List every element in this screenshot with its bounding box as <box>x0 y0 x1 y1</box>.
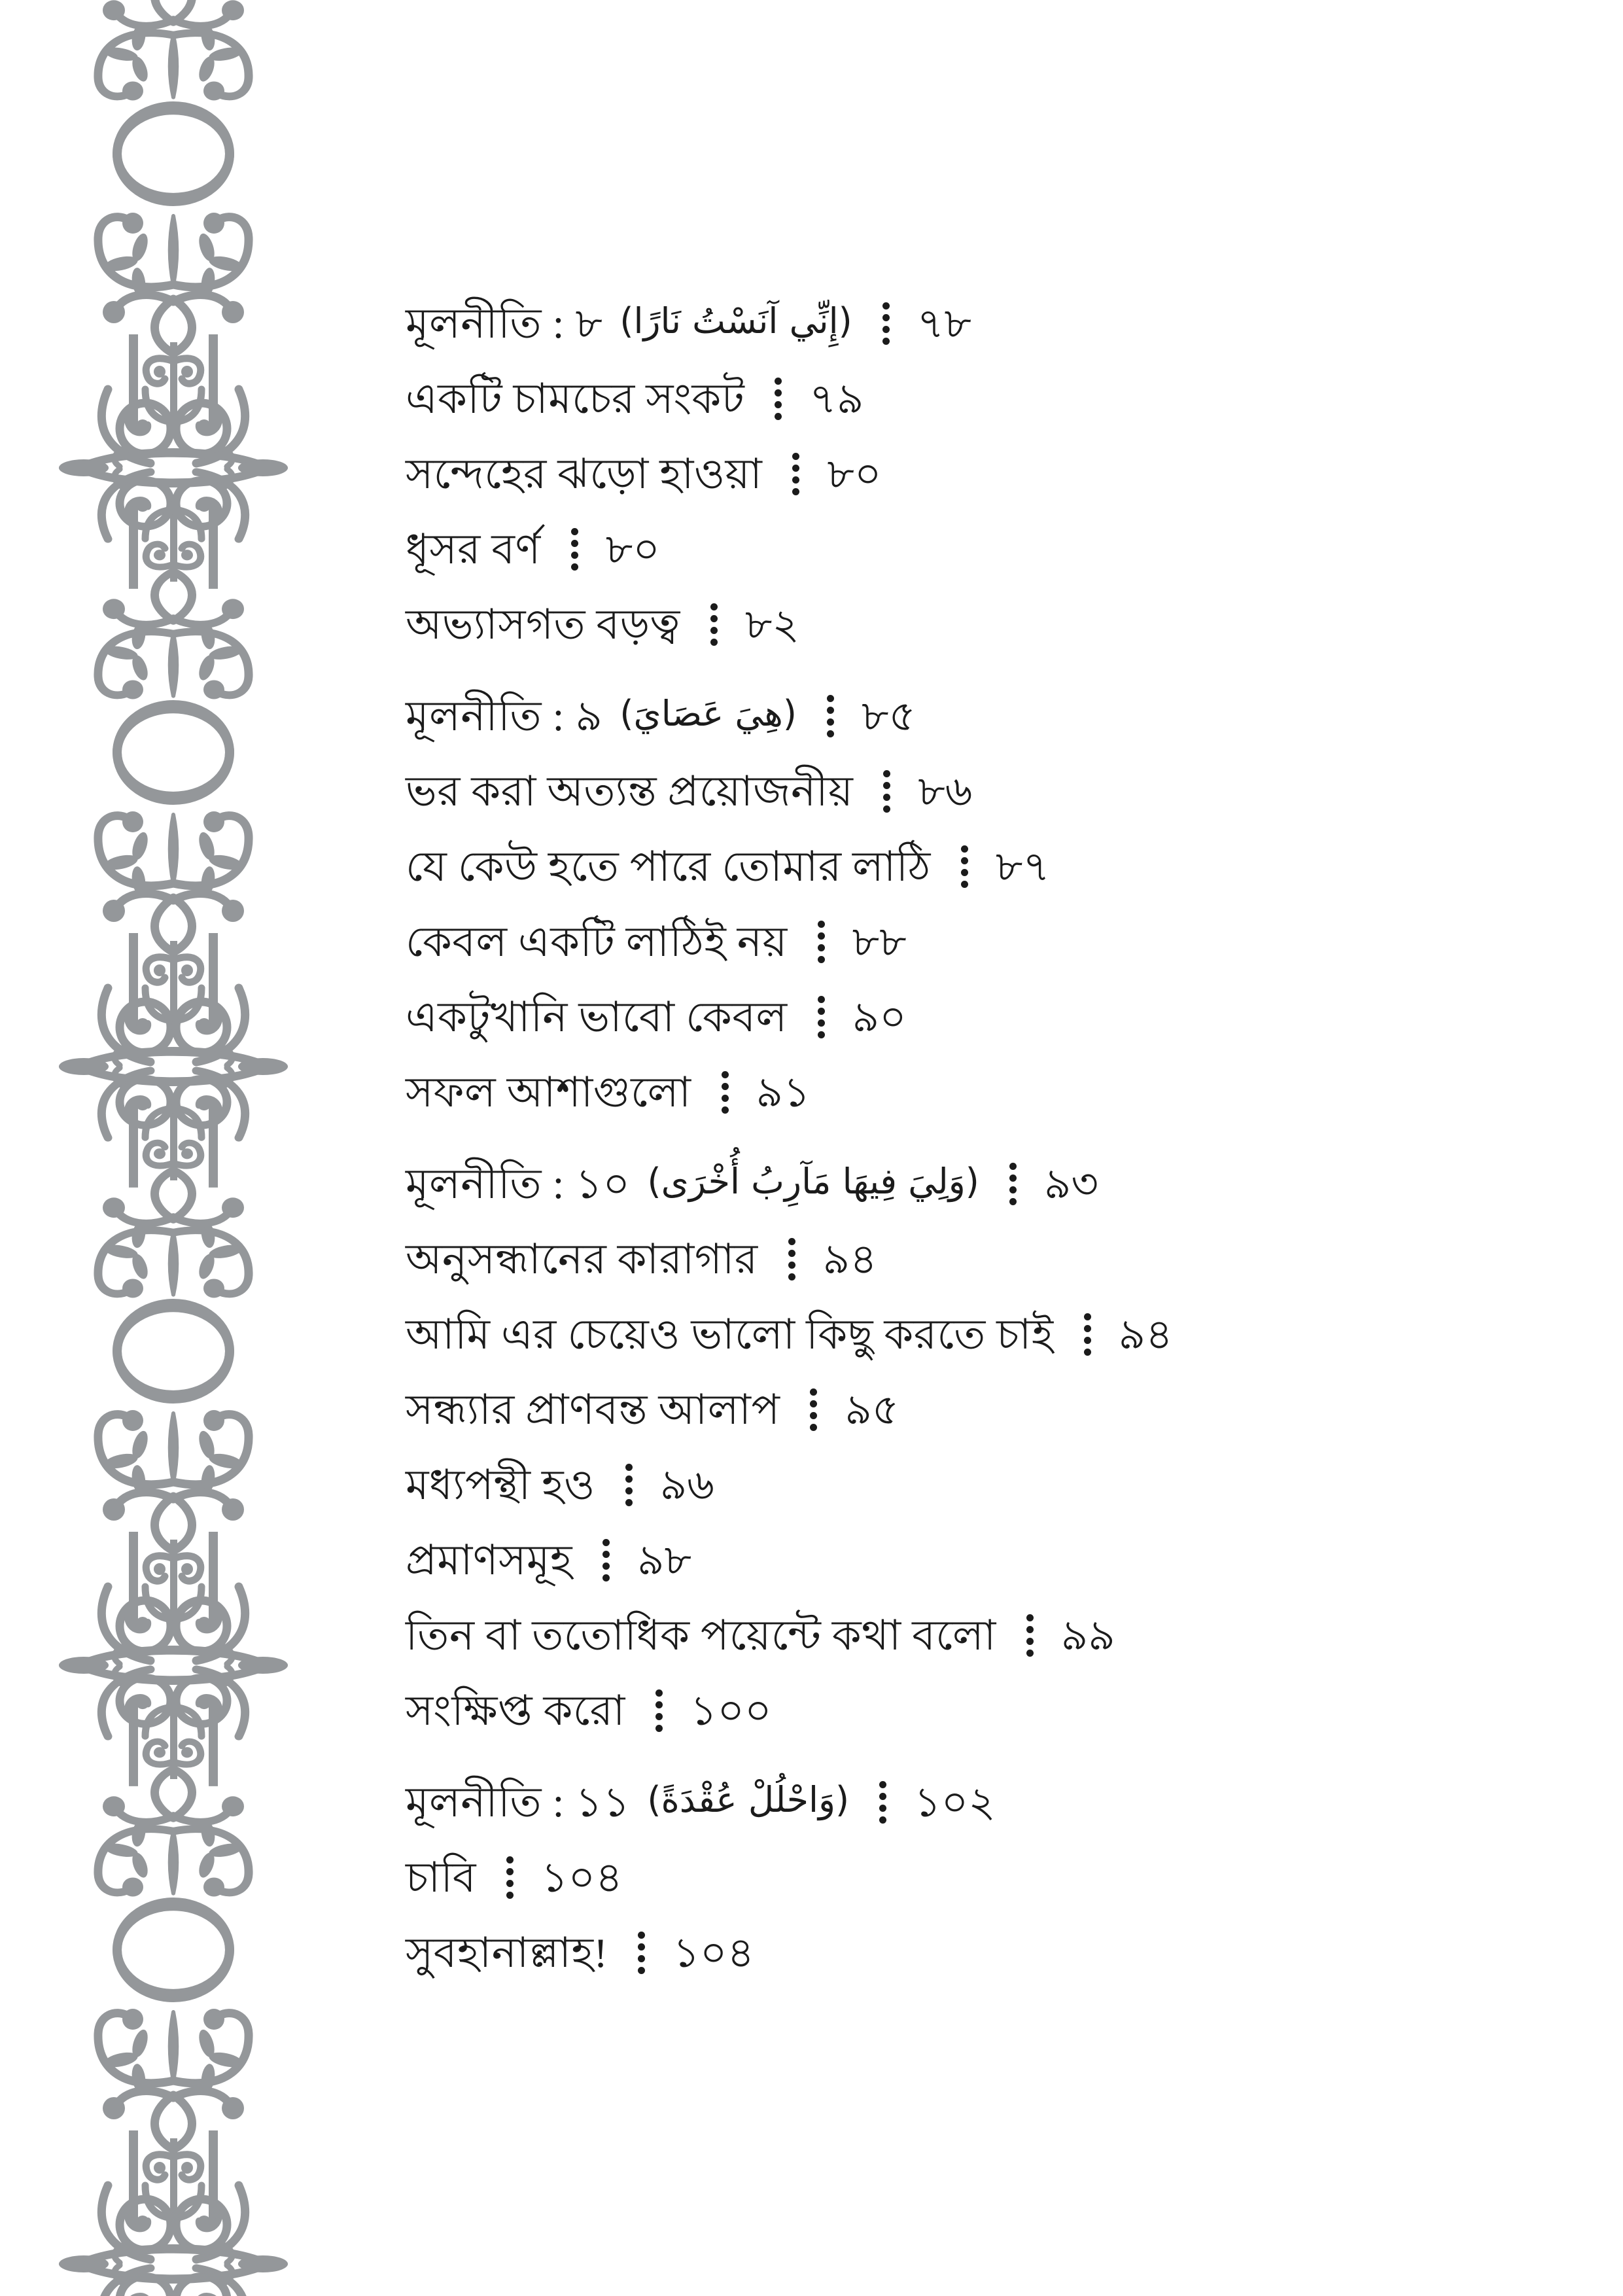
item-page-number: ৭৮ <box>916 300 971 347</box>
dotted-separator-icon <box>961 845 968 888</box>
item-title: ভর করা অত্যন্ত প্রয়োজনীয় <box>406 768 854 815</box>
dotted-separator-icon <box>638 1932 645 1974</box>
dotted-separator-icon <box>506 1856 514 1899</box>
toc-row <box>406 587 1584 662</box>
dotted-separator-icon <box>827 695 834 737</box>
item-title: অনুসন্ধানের কারাগার <box>406 1235 758 1282</box>
item-title: মূলনীতি : ১১ <box>406 1778 631 1826</box>
dotted-separator-icon <box>1009 1163 1017 1205</box>
toc-row <box>406 1598 1584 1673</box>
dotted-separator-icon <box>882 302 890 345</box>
item-page-number: ৮০ <box>605 525 660 573</box>
item-page-number: ৯৮ <box>637 1536 692 1583</box>
toc-row <box>406 980 1584 1055</box>
item-title: প্রমাণসমূহ <box>406 1536 573 1583</box>
item-title: সন্দেহের ঝড়ো হাওয়া <box>406 450 763 497</box>
item-arabic-quote: (وَاحْلُلْ عُقْدَةً) <box>647 1778 850 1820</box>
toc-row <box>406 286 1584 361</box>
dotted-separator-icon <box>602 1539 610 1581</box>
item-page-number: ৮২ <box>744 601 799 648</box>
item-page-number: ৯৯ <box>1060 1612 1115 1659</box>
item-page-number: ৮৬ <box>918 768 973 815</box>
toc-row <box>406 1146 1584 1222</box>
toc-row <box>406 1673 1584 1748</box>
item-title: একটি চামচের সংকট <box>406 375 745 422</box>
item-page-number: ১০০ <box>689 1687 772 1734</box>
dotted-separator-icon <box>818 921 825 963</box>
toc-row <box>406 361 1584 436</box>
dotted-separator-icon <box>722 1071 729 1114</box>
item-page-number: ৯৫ <box>845 1386 899 1433</box>
item-title: চাবি <box>406 1854 477 1901</box>
toc-row <box>406 436 1584 512</box>
item-title: মূলনীতি : ৯ <box>406 692 603 739</box>
item-title: অভ্যাসগত বড়ত্ব <box>406 601 680 648</box>
item-page-number: ৯৪ <box>1118 1311 1173 1358</box>
toc-row <box>406 1297 1584 1372</box>
item-page-number: ৯৪ <box>822 1235 877 1282</box>
dotted-separator-icon <box>810 1388 817 1431</box>
toc-row <box>406 1372 1584 1447</box>
item-title: তিন বা ততোধিক পয়েন্টে কথা বলো <box>406 1612 996 1659</box>
dotted-separator-icon <box>710 603 718 646</box>
item-page-number: ৮৫ <box>861 692 916 739</box>
dotted-separator-icon <box>788 1238 795 1280</box>
item-title: সফল আশাগুলো <box>406 1069 691 1116</box>
item-page-number: ১০৪ <box>672 1929 755 1976</box>
dotted-separator-icon <box>571 528 578 571</box>
toc-row <box>406 1840 1584 1915</box>
item-page-number: ৯৬ <box>659 1461 714 1508</box>
toc-row <box>406 1055 1584 1130</box>
item-page-number: ৭৯ <box>809 375 864 422</box>
item-title: মূলনীতি : ১০ <box>406 1160 631 1207</box>
item-page-number: ৯০ <box>852 993 907 1040</box>
item-title: ধূসর বর্ণ <box>406 525 541 573</box>
item-title: সন্ধ্যার প্রাণবন্ত আলাপ <box>406 1386 780 1433</box>
dotted-separator-icon <box>818 996 825 1038</box>
dotted-separator-icon <box>625 1464 633 1506</box>
item-arabic-quote: (هِيَ عَصَايَ) <box>620 692 797 734</box>
item-page-number: ৮৭ <box>995 843 1050 890</box>
item-arabic-quote: (إِنِّي آنَسْتُ نَارًا) <box>620 300 852 342</box>
toc-row <box>406 1447 1584 1523</box>
dotted-separator-icon <box>775 378 782 420</box>
item-page-number: ৯১ <box>756 1069 811 1116</box>
dotted-separator-icon <box>1084 1313 1091 1356</box>
item-title: মূলনীতি : ৮ <box>406 300 603 347</box>
item-title: আমি এর চেয়েও ভালো কিছু করতে চাই <box>406 1311 1054 1358</box>
item-title: সুবহানাল্লাহ! <box>406 1929 608 1976</box>
dotted-separator-icon <box>792 453 799 495</box>
toc-row <box>406 1915 1584 1990</box>
toc-list <box>406 270 1584 1990</box>
toc-row <box>406 829 1584 904</box>
item-title: কেবল একটি লাঠিই নয় <box>406 918 788 965</box>
item-title: মধ্যপন্থী হও <box>406 1461 595 1508</box>
item-arabic-quote: (وَلِيَ فِيهَا مَآرِبُ أُخْرَى) <box>647 1160 979 1202</box>
dotted-separator-icon <box>879 1781 886 1824</box>
toc-row <box>406 679 1584 754</box>
toc-row <box>406 512 1584 587</box>
item-title: একটুখানি ভাবো কেবল <box>406 993 788 1040</box>
item-page-number: ৮৮ <box>852 918 907 965</box>
item-page-number: ৮০ <box>827 450 882 497</box>
toc-row <box>406 1222 1584 1297</box>
dotted-separator-icon <box>655 1689 663 1732</box>
dotted-separator-icon <box>883 770 890 813</box>
item-title: যে কেউ হতে পারে তোমার লাঠি <box>406 843 931 890</box>
toc-row <box>406 754 1584 829</box>
toc-row <box>406 1765 1584 1840</box>
dotted-separator-icon <box>1026 1614 1034 1657</box>
item-page-number: ৯৩ <box>1043 1160 1099 1207</box>
item-title: সংক্ষিপ্ত করো <box>406 1687 625 1734</box>
toc-row <box>406 1523 1584 1598</box>
toc-row <box>406 904 1584 980</box>
floral-border-ornament <box>0 0 301 2296</box>
item-page-number: ১০৪ <box>541 1854 623 1901</box>
item-page-number: ১০২ <box>914 1778 996 1826</box>
